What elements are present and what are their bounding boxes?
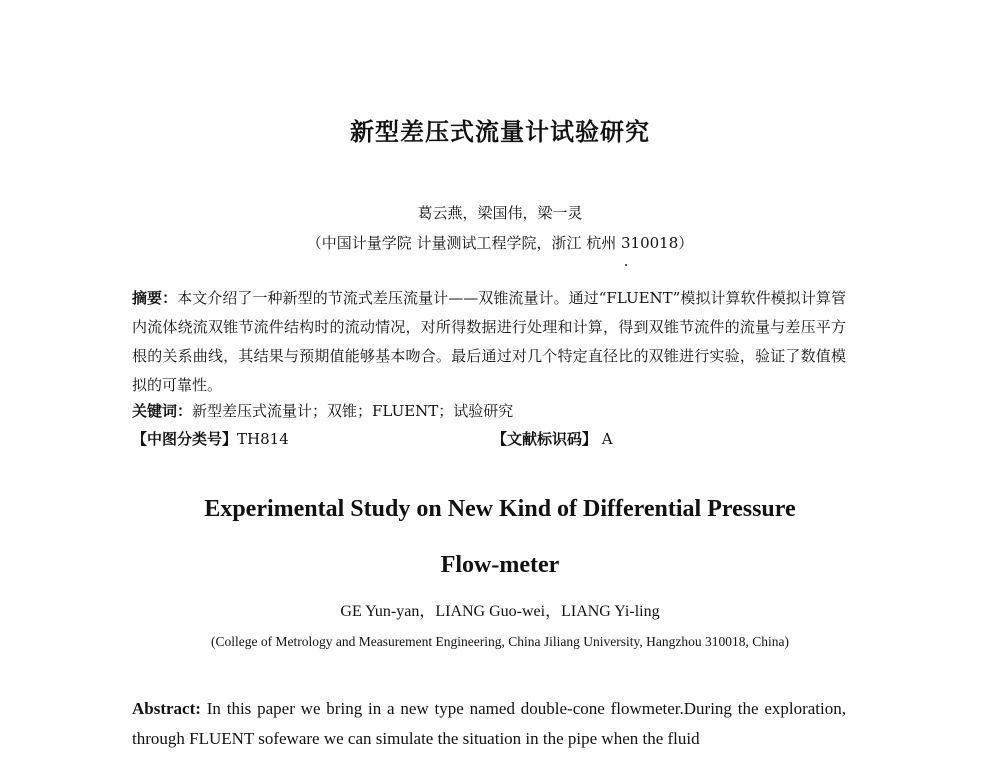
keywords-cn-text: 新型差压式流量计；双锥；FLUENT；试验研究 (192, 402, 514, 420)
title-en-line2: Flow-meter (440, 552, 560, 578)
title-cn: 新型差压式流量计试验研究 (350, 117, 650, 146)
abstract-cn-label: 摘要： (132, 289, 178, 307)
doc-code-value: A (601, 430, 613, 448)
abstract-cn-text: 本文介绍了一种新型的节流式差压流量计——双锥流量计。通过“FLUENT”模拟计算软件模拟计算管内流体绕流双锥节流件结构时的流动情况，对所得数据进行处理和计算，得到双锥节流件的流量与差压平方根的关系曲线，其结果与预期值能够基本吻合。最后通过对几个特定直径比的双锥进行实验，验证了数值模拟的可靠性。 (132, 289, 846, 394)
doc-code-label: 【文献标识码】 (492, 430, 598, 448)
keywords-cn-label: 关键词： (132, 402, 193, 420)
clc-value: TH814 (237, 430, 289, 448)
keywords-cn (132, 400, 513, 421)
document-code (492, 428, 613, 449)
affiliation-en: (College of Metrology and Measurement Engineering, China Jiliang University, Hangzhou 310018, China) (210, 634, 789, 649)
scan-speck (625, 264, 627, 266)
abstract-en-label: Abstract: (132, 699, 201, 718)
clc-label: 【中图分类号】 (132, 430, 238, 448)
affiliation-cn: （中国计量学院 计量测试工程学院，浙江 杭州 310018） (306, 234, 694, 252)
authors-cn: 葛云燕，梁国伟，梁一灵 (417, 204, 583, 222)
clc-number (132, 428, 289, 449)
authors-en: GE Yun-yan，LIANG Guo-wei，LIANG Yi-ling (340, 603, 660, 620)
abstract-cn (132, 284, 846, 400)
abstract-en-text: In this paper we bring in a new type named double-cone flowmeter.During the exploration, through FLUENT sofeware we can simulate the situation in the pipe when the fluid (132, 699, 847, 748)
title-en-line1: Experimental Study on New Kind of Differential Pressure (204, 496, 796, 522)
abstract-en (132, 694, 846, 754)
